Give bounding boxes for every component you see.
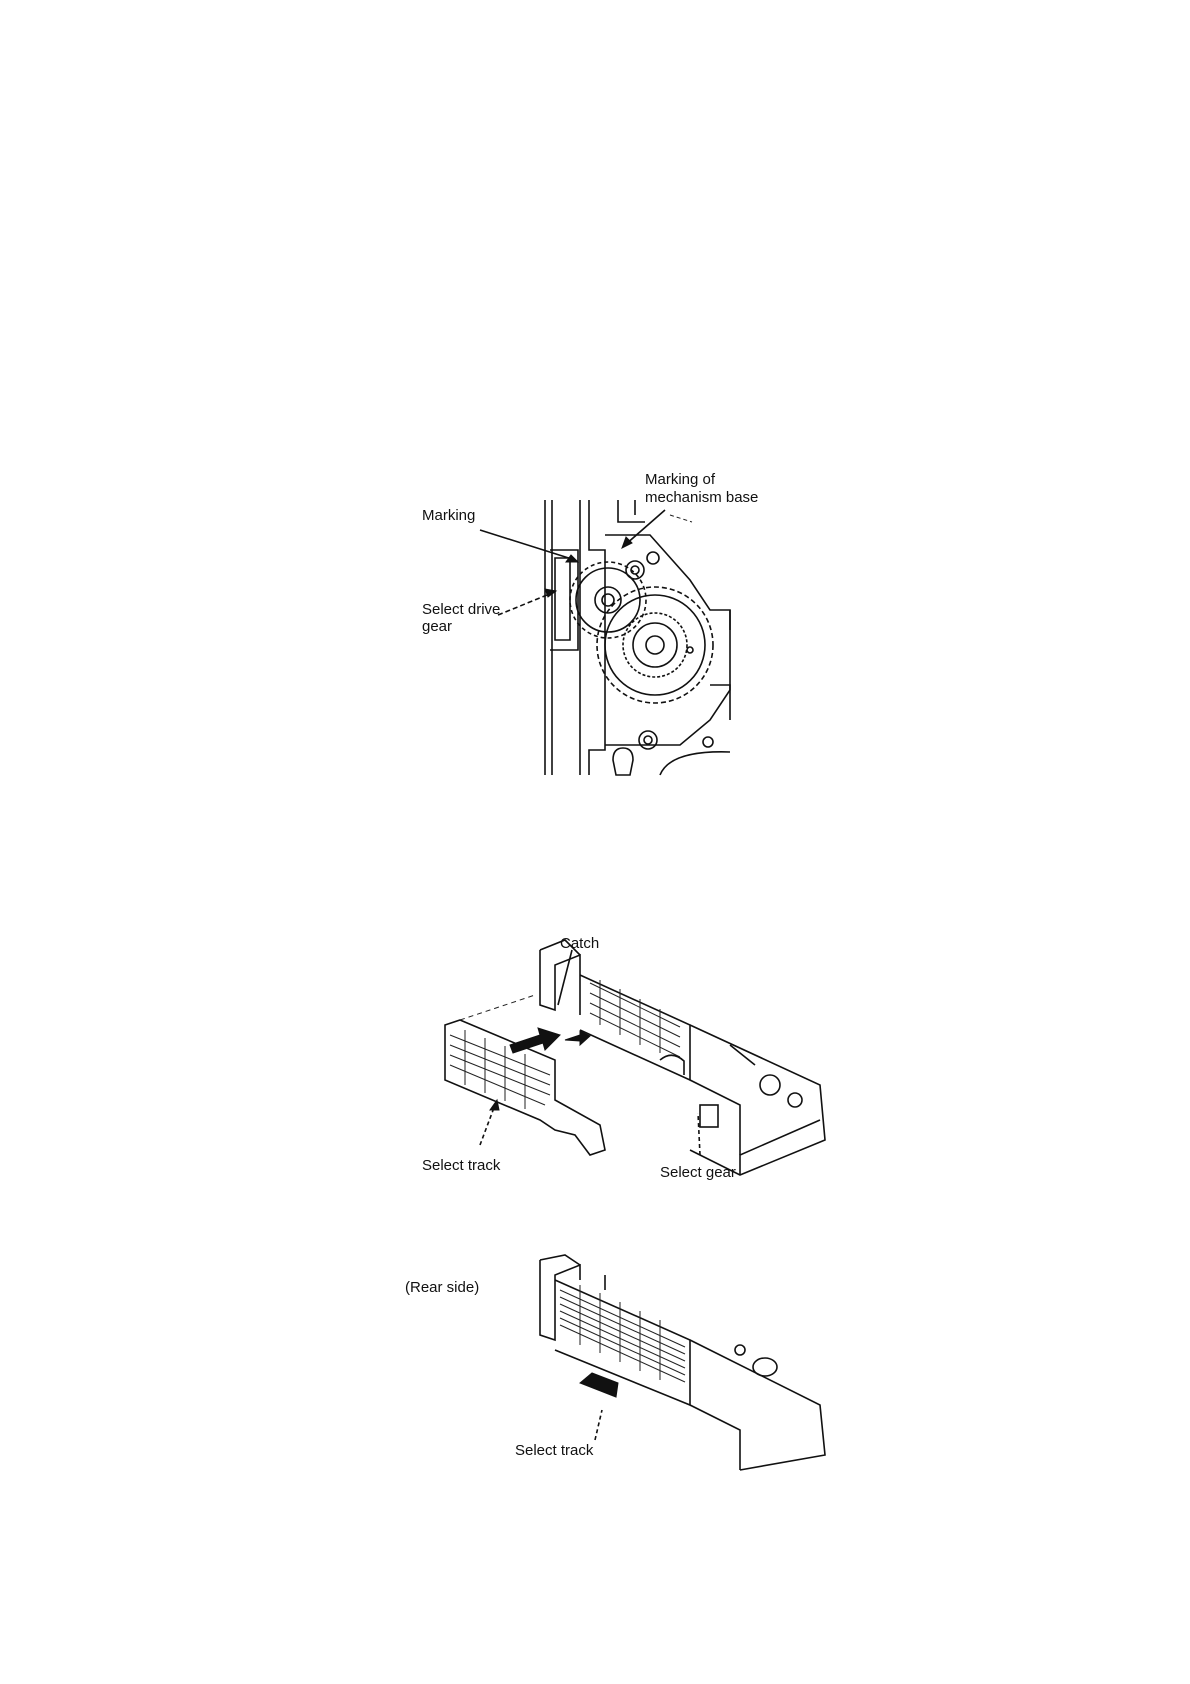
label-select-track-rear: Select track xyxy=(515,1442,594,1459)
label-select-drive-line1: Select drive xyxy=(422,601,501,618)
label-marking: Marking xyxy=(422,507,476,524)
mechanism-body-rear xyxy=(540,1255,825,1470)
figure-gear-marking xyxy=(422,471,820,780)
mechanism-body xyxy=(540,940,825,1175)
label-marking-base-line1: Marking of xyxy=(645,471,716,488)
label-marking-base-line2: mechanism base xyxy=(645,489,759,506)
insert-arrow xyxy=(510,1028,560,1053)
label-select-gear: Select gear xyxy=(660,1164,736,1181)
large-gear xyxy=(597,587,713,703)
label-select-drive-line2: gear xyxy=(422,618,453,635)
figure-rear-side xyxy=(405,1255,840,1470)
label-catch: Catch xyxy=(560,935,600,952)
leader-select-track-rear xyxy=(595,1410,602,1440)
figure-select-track-removal xyxy=(422,935,840,1195)
chassis-frame xyxy=(545,500,730,775)
leader-marking-base xyxy=(625,510,665,545)
leader-catch xyxy=(558,950,572,1005)
label-select-track: Select track xyxy=(422,1157,501,1174)
label-rear-side: (Rear side) xyxy=(405,1279,480,1296)
leader-marking xyxy=(480,530,575,560)
leader-select-drive xyxy=(498,593,552,615)
leader-select-track xyxy=(480,1105,495,1145)
slide-arrow xyxy=(580,1373,618,1397)
